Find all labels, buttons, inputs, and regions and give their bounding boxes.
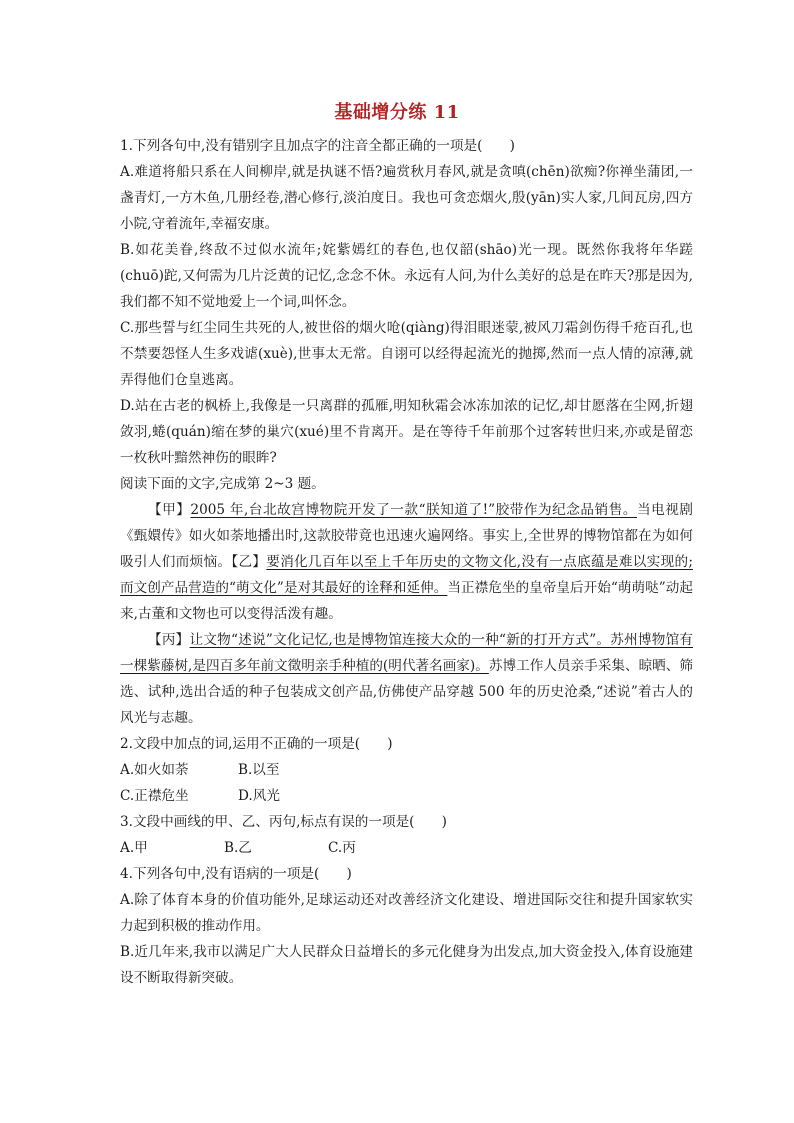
reading-passage-2 bbox=[120, 627, 693, 731]
question-2-option-d: D.风光 bbox=[238, 788, 280, 804]
worksheet-content bbox=[120, 133, 693, 991]
sentence-jia-underlined: 2005 年,台北故宫博物院开发了一款“朕知道了!”胶带作为纪念品销售。 bbox=[190, 502, 637, 518]
label-yi: 【乙】 bbox=[231, 554, 267, 570]
sentence-jia-rest: 当电视剧《甄嬛传》如火如荼地播出时,这款胶带竟也迅速火遍网络。事实上,全世界的博物馆都在为如何吸引人们而烦恼。 bbox=[120, 502, 693, 570]
question-1-stem: 1.下列各句中,没有错别字且加点字的注音全都正确的一项是( ) bbox=[120, 138, 515, 154]
question-2-option-a: A.如火如荼 bbox=[120, 762, 189, 778]
question-3-options bbox=[120, 835, 693, 861]
sentence-bing-underlined: 让文物“述说”文化记忆,也是博物馆连接大众的一种“新的打开方式”。苏州博物馆有一棵紫藤树,是四百多年前文徵明亲手种植的(明代著名画家)。 bbox=[120, 632, 694, 674]
label-jia: 【甲】 bbox=[148, 502, 191, 518]
question-3-stem: 3.文段中画线的甲、乙、丙句,标点有误的一项是( ) bbox=[120, 814, 447, 830]
sentence-yi-rest: 当正襟危坐的皇帝皇后开始“萌萌哒”动起来,古董和文物也可以变得活泼有趣。 bbox=[120, 580, 693, 622]
reading-passage-1 bbox=[120, 497, 693, 627]
question-4-option-a: A.除了体育本身的价值功能外,足球运动还对改善经济文化建设、增进国际交往和提升国家软实力起到积极的推动作用。 bbox=[120, 892, 693, 934]
page-title: 基础增分练 11 bbox=[334, 102, 460, 123]
question-1-option-d: D.站在古老的枫桥上,我像是一只离群的孤雁,明知秋霜会冰冻加浓的记忆,却甘愿落在尘网,折翅敛羽,蜷(quán)缩在梦的巢穴(xué)里不肯离开。是在等待千年前那个过客转世归来,亦或是留恋一枚秋叶黯然神伤的眼眸? bbox=[120, 398, 693, 466]
label-bing: 【丙】 bbox=[148, 632, 190, 648]
question-3-option-b: B.乙 bbox=[224, 840, 252, 856]
question-4-option-b: B.近几年来,我市以满足广大人民群众日益增长的多元化健身为出发点,加大资金投入,体育设施建设不断取得新突破。 bbox=[120, 944, 693, 986]
question-3-option-a: A.甲 bbox=[120, 840, 148, 856]
question-1-option-c: C.那些誓与红尘同生共死的人,被世俗的烟火呛(qiàng)得泪眼迷蒙,被风刀霜剑伤得千疮百孔,也不禁要怨怪人生多戏谑(xuè),世事太无常。自诩可以经得起流光的抛掷,然而一点人情的凉薄,就弄得他们仓皇逃离。 bbox=[120, 320, 693, 388]
sentence-bing-rest: 苏博工作人员亲手采集、晾晒、筛选、试种,选出合适的种子包装成文创产品,仿佛使产品穿越 500 年的历史沧桑,“述说”着古人的风光与志趣。 bbox=[120, 658, 693, 726]
question-2-options-row-2 bbox=[120, 783, 693, 809]
question-1-option-a: A.难道将船只系在人间柳岸,就是执谜不悟?遍赏秋月春风,就是贪嗔(chēn)欲痴?你禅坐蒲团,一盏青灯,一方木鱼,几册经卷,潜心修行,淡泊度日。我也可贪恋烟火,殷(yān)实人家,几间瓦房,四方小院,守着流年,幸福安康。 bbox=[120, 164, 693, 232]
question-3-option-c: C.丙 bbox=[328, 840, 356, 856]
question-2-option-c: C.正襟危坐 bbox=[120, 788, 189, 804]
question-4-stem: 4.下列各句中,没有语病的一项是( ) bbox=[120, 866, 352, 882]
question-1-option-b: B.如花美眷,终敌不过似水流年;姹紫嫣红的春色,也仅韶(shāo)光一现。既然你我将年华蹉(chuō)跎,又何需为几片泛黄的记忆,念念不休。永远有人问,为什么美好的总是在昨天?那是因为,我们都不知不觉地爱上一个词,叫怀念。 bbox=[120, 242, 693, 310]
question-2-options-row-1 bbox=[120, 757, 693, 783]
question-2-option-b: B.以至 bbox=[238, 762, 280, 778]
reading-intro: 阅读下面的文字,完成第 2~3 题。 bbox=[120, 476, 325, 492]
sentence-yi-underlined: 要消化几百年以至上千年历史的文物文化,没有一点底蕴是难以实现的;而文创产品营造的“萌文化”是对其最好的诠释和延伸。 bbox=[120, 554, 694, 596]
question-2-stem: 2.文段中加点的词,运用不正确的一项是( ) bbox=[120, 736, 393, 752]
